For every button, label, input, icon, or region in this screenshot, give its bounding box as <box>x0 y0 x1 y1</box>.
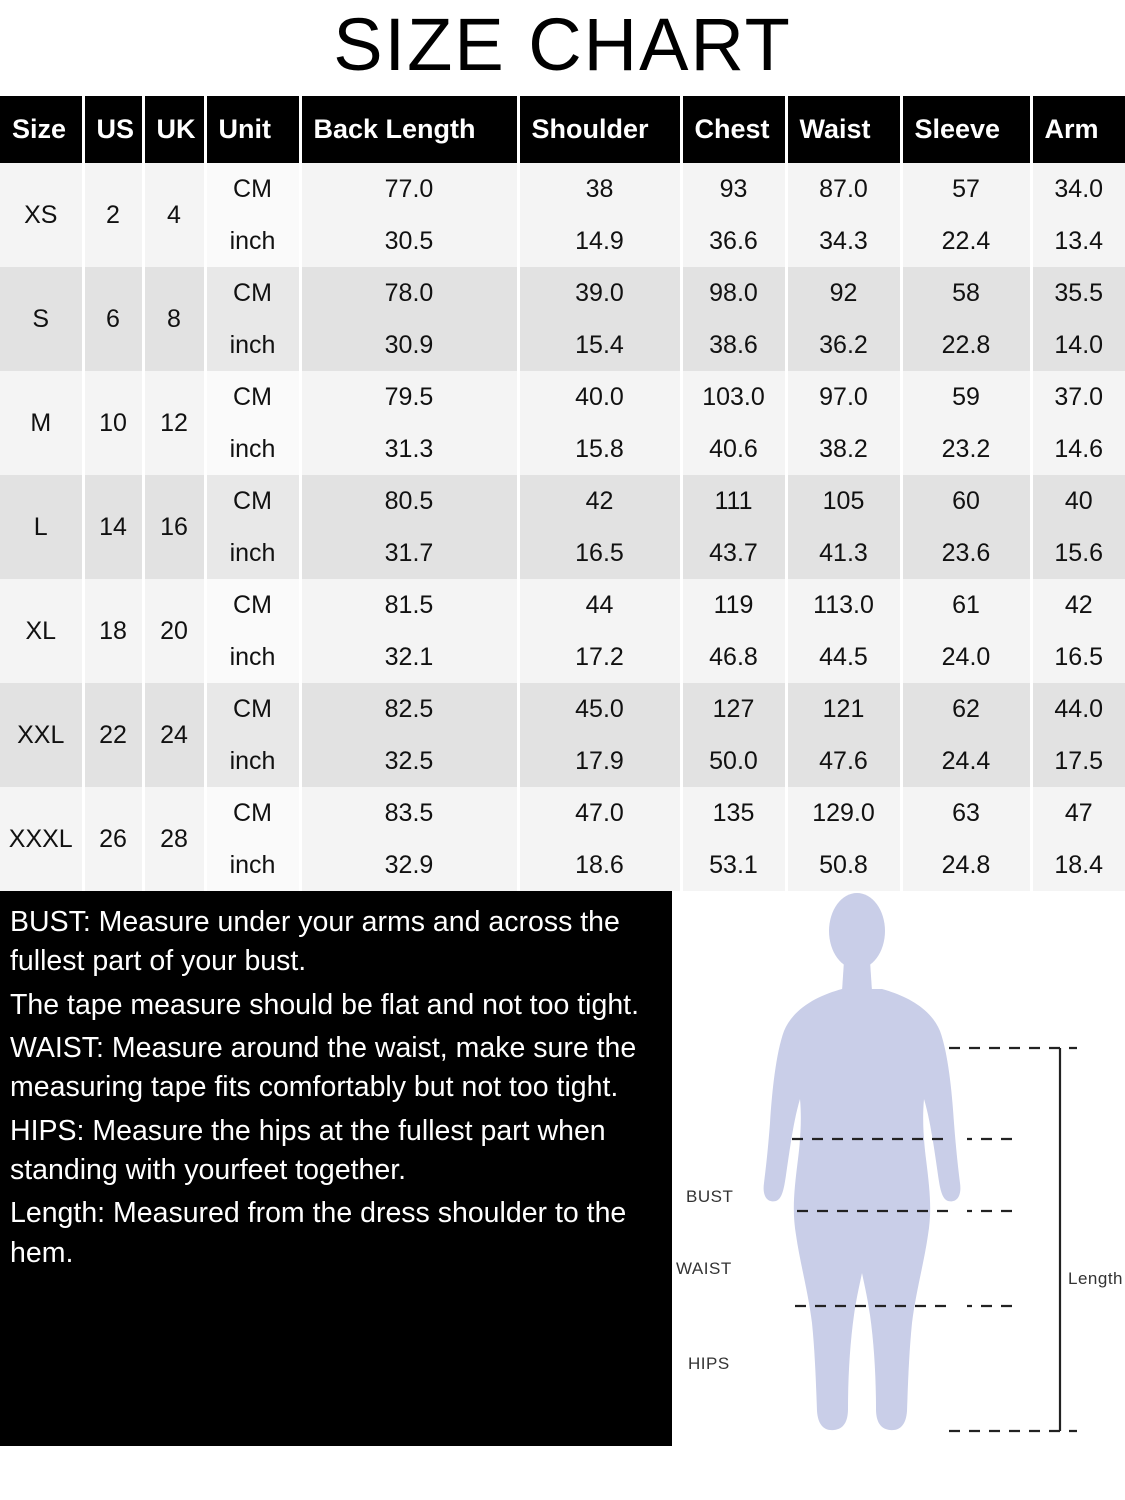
figure-label-hips: HIPS <box>688 1354 730 1373</box>
cell-unit: CM <box>205 163 300 215</box>
cell-waist: 121 <box>786 683 901 735</box>
cell-unit: CM <box>205 267 300 319</box>
cell-shoulder: 38 <box>518 163 681 215</box>
cell-shoulder: 45.0 <box>518 683 681 735</box>
column-header-sleeve: Sleeve <box>901 96 1031 163</box>
cell-arm: 18.4 <box>1031 839 1125 891</box>
cell-arm: 14.0 <box>1031 319 1125 371</box>
cell-shoulder: 39.0 <box>518 267 681 319</box>
cell-unit: CM <box>205 371 300 423</box>
cell-back-length: 32.9 <box>300 839 518 891</box>
cell-uk: 4 <box>143 163 205 267</box>
cell-uk: 16 <box>143 475 205 579</box>
cell-size: XL <box>0 579 83 683</box>
cell-chest: 127 <box>681 683 786 735</box>
cell-chest: 111 <box>681 475 786 527</box>
cell-chest: 93 <box>681 163 786 215</box>
cell-shoulder: 14.9 <box>518 215 681 267</box>
cell-shoulder: 47.0 <box>518 787 681 839</box>
cell-back-length: 79.5 <box>300 371 518 423</box>
cell-back-length: 82.5 <box>300 683 518 735</box>
instruction-hips: HIPS: Measure the hips at the fullest part when standing with yourfeet together. <box>10 1114 606 1186</box>
cell-us: 26 <box>83 787 143 891</box>
cell-arm: 37.0 <box>1031 371 1125 423</box>
cell-back-length: 81.5 <box>300 579 518 631</box>
column-header-unit: Unit <box>205 96 300 163</box>
cell-shoulder: 15.8 <box>518 423 681 475</box>
cell-arm: 14.6 <box>1031 423 1125 475</box>
measurement-figure <box>672 891 1125 1446</box>
cell-size: XXL <box>0 683 83 787</box>
cell-back-length: 32.1 <box>300 631 518 683</box>
cell-waist: 44.5 <box>786 631 901 683</box>
cell-waist: 97.0 <box>786 371 901 423</box>
cell-chest: 36.6 <box>681 215 786 267</box>
cell-uk: 24 <box>143 683 205 787</box>
page-title: SIZE CHART <box>333 3 792 86</box>
cell-chest: 98.0 <box>681 267 786 319</box>
cell-back-length: 31.3 <box>300 423 518 475</box>
cell-us: 22 <box>83 683 143 787</box>
cell-sleeve: 59 <box>901 371 1031 423</box>
cell-shoulder: 17.9 <box>518 735 681 787</box>
cell-back-length: 83.5 <box>300 787 518 839</box>
cell-unit: inch <box>205 735 300 787</box>
cell-shoulder: 16.5 <box>518 527 681 579</box>
instruction-tape: The tape measure should be flat and not too tight. <box>10 988 640 1021</box>
cell-sleeve: 24.4 <box>901 735 1031 787</box>
cell-waist: 34.3 <box>786 215 901 267</box>
cell-shoulder: 18.6 <box>518 839 681 891</box>
cell-back-length: 31.7 <box>300 527 518 579</box>
cell-us: 6 <box>83 267 143 371</box>
instruction-length: Length: Measured from the dress shoulder to the hem. <box>10 1197 627 1269</box>
column-header-us: US <box>83 96 143 163</box>
table-row <box>0 267 1125 319</box>
female-body-silhouette-icon <box>672 891 1125 1446</box>
cell-uk: 8 <box>143 267 205 371</box>
cell-arm: 34.0 <box>1031 163 1125 215</box>
cell-size: XXXL <box>0 787 83 891</box>
cell-arm: 47 <box>1031 787 1125 839</box>
cell-waist: 87.0 <box>786 163 901 215</box>
cell-unit: inch <box>205 215 300 267</box>
column-header-shoulder: Shoulder <box>518 96 681 163</box>
cell-arm: 17.5 <box>1031 735 1125 787</box>
cell-waist: 92 <box>786 267 901 319</box>
cell-waist: 41.3 <box>786 527 901 579</box>
cell-size: L <box>0 475 83 579</box>
cell-size: M <box>0 371 83 475</box>
cell-sleeve: 58 <box>901 267 1031 319</box>
cell-us: 18 <box>83 579 143 683</box>
cell-arm: 15.6 <box>1031 527 1125 579</box>
cell-chest: 38.6 <box>681 319 786 371</box>
cell-chest: 50.0 <box>681 735 786 787</box>
cell-waist: 47.6 <box>786 735 901 787</box>
cell-unit: CM <box>205 475 300 527</box>
cell-waist: 50.8 <box>786 839 901 891</box>
cell-sleeve: 57 <box>901 163 1031 215</box>
cell-chest: 40.6 <box>681 423 786 475</box>
cell-arm: 35.5 <box>1031 267 1125 319</box>
cell-back-length: 32.5 <box>300 735 518 787</box>
cell-us: 14 <box>83 475 143 579</box>
cell-back-length: 80.5 <box>300 475 518 527</box>
cell-chest: 119 <box>681 579 786 631</box>
cell-back-length: 78.0 <box>300 267 518 319</box>
column-header-arm: Arm <box>1031 96 1125 163</box>
cell-chest: 103.0 <box>681 371 786 423</box>
instruction-bust: BUST: Measure under your arms and across the fullest part of your bust. <box>10 906 620 978</box>
cell-shoulder: 44 <box>518 579 681 631</box>
figure-label-bust: BUST <box>686 1187 734 1206</box>
table-row <box>0 579 1125 631</box>
cell-back-length: 77.0 <box>300 163 518 215</box>
cell-sleeve: 24.0 <box>901 631 1031 683</box>
cell-unit: inch <box>205 423 300 475</box>
cell-chest: 53.1 <box>681 839 786 891</box>
cell-unit: inch <box>205 631 300 683</box>
figure-label-waist: WAIST <box>676 1259 732 1278</box>
bottom-section <box>0 891 1125 1446</box>
cell-arm: 42 <box>1031 579 1125 631</box>
cell-sleeve: 62 <box>901 683 1031 735</box>
cell-sleeve: 60 <box>901 475 1031 527</box>
cell-waist: 105 <box>786 475 901 527</box>
cell-shoulder: 15.4 <box>518 319 681 371</box>
table-row <box>0 163 1125 215</box>
cell-us: 2 <box>83 163 143 267</box>
cell-chest: 43.7 <box>681 527 786 579</box>
cell-chest: 135 <box>681 787 786 839</box>
cell-uk: 20 <box>143 579 205 683</box>
cell-sleeve: 23.2 <box>901 423 1031 475</box>
column-header-uk: UK <box>143 96 205 163</box>
table-row <box>0 371 1125 423</box>
cell-unit: CM <box>205 579 300 631</box>
table-row <box>0 475 1125 527</box>
cell-unit: inch <box>205 839 300 891</box>
cell-arm: 13.4 <box>1031 215 1125 267</box>
table-row <box>0 683 1125 735</box>
cell-shoulder: 17.2 <box>518 631 681 683</box>
cell-sleeve: 63 <box>901 787 1031 839</box>
measurement-instructions <box>0 891 672 1446</box>
cell-sleeve: 61 <box>901 579 1031 631</box>
cell-sleeve: 22.8 <box>901 319 1031 371</box>
cell-waist: 36.2 <box>786 319 901 371</box>
cell-unit: inch <box>205 319 300 371</box>
cell-uk: 12 <box>143 371 205 475</box>
cell-unit: CM <box>205 683 300 735</box>
table-row <box>0 787 1125 839</box>
cell-chest: 46.8 <box>681 631 786 683</box>
cell-shoulder: 42 <box>518 475 681 527</box>
cell-unit: CM <box>205 787 300 839</box>
table-header-row <box>0 96 1125 163</box>
cell-size: S <box>0 267 83 371</box>
cell-arm: 40 <box>1031 475 1125 527</box>
cell-back-length: 30.9 <box>300 319 518 371</box>
cell-shoulder: 40.0 <box>518 371 681 423</box>
column-header-back-length: Back Length <box>300 96 518 163</box>
cell-sleeve: 23.6 <box>901 527 1031 579</box>
instruction-waist: WAIST: Measure around the waist, make sure the measuring tape fits comfortably but not too tight. <box>10 1031 637 1104</box>
figure-label-length: Length <box>1068 1269 1123 1288</box>
cell-sleeve: 22.4 <box>901 215 1031 267</box>
cell-waist: 113.0 <box>786 579 901 631</box>
cell-unit: inch <box>205 527 300 579</box>
cell-back-length: 30.5 <box>300 215 518 267</box>
cell-arm: 16.5 <box>1031 631 1125 683</box>
cell-sleeve: 24.8 <box>901 839 1031 891</box>
cell-arm: 44.0 <box>1031 683 1125 735</box>
cell-size: XS <box>0 163 83 267</box>
column-header-chest: Chest <box>681 96 786 163</box>
cell-waist: 38.2 <box>786 423 901 475</box>
size-chart-table <box>0 96 1125 891</box>
column-header-size: Size <box>0 96 83 163</box>
cell-us: 10 <box>83 371 143 475</box>
column-header-waist: Waist <box>786 96 901 163</box>
cell-waist: 129.0 <box>786 787 901 839</box>
cell-uk: 28 <box>143 787 205 891</box>
